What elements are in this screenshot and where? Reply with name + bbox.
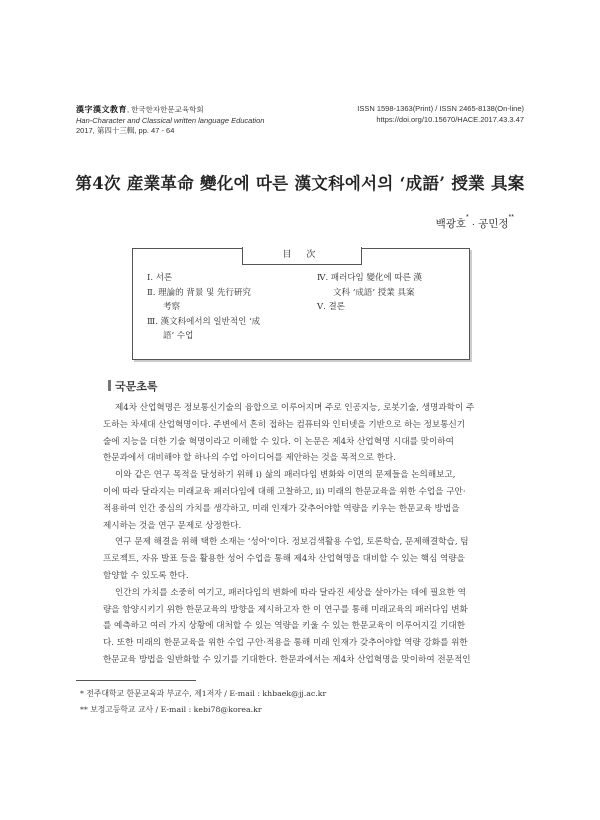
toc-left-column bbox=[147, 271, 297, 344]
table-of-contents bbox=[132, 248, 470, 360]
journal-english-name: Han-Character and Classical written language Education bbox=[76, 115, 265, 125]
page-header bbox=[76, 104, 524, 144]
toc-item-5[interactable]: Ⅴ. 결론 bbox=[317, 302, 345, 312]
toc-item-3-cont[interactable]: 語’ 수업 bbox=[163, 331, 194, 341]
author-2-mark: ** bbox=[508, 214, 514, 221]
toc-item-4[interactable]: Ⅳ. 패러다임 變化에 따른 漢 bbox=[317, 273, 422, 283]
footnote-2: ** 보정고등학교 교사 / E-mail : kebi78@korea.kr bbox=[80, 705, 262, 714]
body-line: 술에 지능을 더한 기술 혁명이라고 이해할 수 있다. 이 논문은 제4차 산업혁명 시대를 맞이하여 bbox=[103, 436, 454, 447]
journal-volume: 2017, 第四十三輯, pp. 47 - 64 bbox=[76, 126, 175, 135]
issn: ISSN 1598-1363(Print) / ISSN 2465-8138(On-line) bbox=[357, 104, 524, 113]
author-line bbox=[436, 216, 514, 231]
body-line: 이에 따라 달라지는 미래교육 패러다임에 대해 고찰하고, ⅱ) 미래의 한문교육을 위한 수업을 구안· bbox=[103, 486, 466, 497]
author-2: 공민정 bbox=[478, 218, 509, 230]
footnote-divider bbox=[76, 680, 196, 681]
footnote-1: * 전주대학교 한문교육과 부교수, 제1저자 / E-mail : khbaek@jj.ac.kr bbox=[80, 689, 327, 698]
body-line: 제4차 산업혁명은 정보통신기술의 융합으로 이루어지며 주로 인공지능, 로봇기술, 생명과학이 주 bbox=[115, 403, 475, 413]
journal-info: 漢字漢文教育, 한국한자한문교육학회 Han-Character and Classical written language Education 2017, 第四十三輯, pp. 47 - 64 bbox=[76, 104, 265, 135]
author-separator: · bbox=[468, 218, 479, 230]
paper-title: 第4次 産業革命 變化에 따른 漢文科에서의 ‘成語’ 授業 具案 bbox=[75, 174, 525, 193]
body-line: 적용하여 인간 중심의 가치를 생각하고, 미래 인재가 갖추어야할 역량을 키우는 한문교육 방법을 bbox=[103, 503, 460, 514]
body-line: 프로젝트, 자유 발표 등을 활용한 성어 수업을 통해 제4차 산업혁명을 대비할 수 있는 핵심 역량을 bbox=[103, 554, 465, 565]
body-line: 제시하는 것을 연구 문제로 상정한다. bbox=[103, 520, 242, 531]
body-line: 를 예측하고 여러 가지 상황에 대처할 수 있는 역량을 키울 수 있는 한문교육이 이루어지길 기대한 bbox=[103, 621, 466, 632]
body-line: 인간의 가치를 소중히 여기고, 패러다임의 변화에 따라 달라진 세상을 살아가는 데에 필요한 역 bbox=[115, 587, 466, 598]
abstract-heading bbox=[108, 378, 158, 394]
author-1-mark: * bbox=[466, 214, 469, 221]
body-line: 한문과에서 대비해야 할 하나의 수업 아이디어를 제안하는 것을 목적으로 한다. bbox=[103, 453, 396, 464]
body-line: 량을 함양시키기 위한 한문교육의 방향을 제시하고자 한 이 연구를 통해 미래교육의 패러다임 변화 bbox=[103, 604, 468, 615]
body-line: 함양할 수 있도록 한다. bbox=[103, 570, 189, 581]
toc-right-column bbox=[317, 271, 461, 315]
toc-item-1[interactable]: Ⅰ. 서론 bbox=[147, 273, 173, 283]
toc-item-2-cont[interactable]: 考察 bbox=[163, 302, 181, 312]
body-line: 연구 문제 해결을 위해 택한 소재는 ‘성어’이다. 정보검색활용 수업, 토론학습, 문제해결학습, 팀 bbox=[115, 537, 469, 548]
body-line: 도하는 차세대 산업혁명이다. 주변에서 흔히 접하는 컴퓨터와 인터넷을 기반으로 하는 정보통신기 bbox=[103, 419, 466, 430]
body-line: 다. 또한 미래의 한문교육을 위한 수업 구안·적용을 통해 미래 인재가 갖추어야할 역량 강화를 위한 bbox=[103, 638, 468, 649]
doi-link[interactable]: https://doi.org/10.15670/HACE.2017.43.3.47 bbox=[376, 114, 524, 124]
toc-heading: 目 次 bbox=[242, 247, 362, 265]
body-line: 이와 같은 연구 목적을 달성하기 위해 ⅰ) 삶의 패러다임 변화와 이면의 문제들을 논의해보고, bbox=[115, 470, 456, 481]
footnotes bbox=[80, 686, 326, 718]
author-1: 백광호 bbox=[435, 218, 467, 230]
heading-bar-icon bbox=[108, 380, 111, 391]
body-line: 한문교육 방법을 일반화할 수 있기를 기대한다. 한문과에서는 제4차 산업혁명을 맞이하여 전문적인 bbox=[103, 654, 471, 665]
toc-item-4-cont[interactable]: 文科 ‘成語’ 授業 具案 bbox=[333, 287, 415, 298]
journal-logo: 漢字漢文教育 bbox=[76, 104, 127, 114]
issn-info bbox=[357, 104, 524, 125]
abstract-body bbox=[103, 400, 508, 669]
journal-society: 한국한자한문교육학회 bbox=[131, 105, 204, 114]
toc-item-2[interactable]: Ⅱ. 理論的 背景 및 先行硏究 bbox=[147, 287, 251, 298]
toc-item-3[interactable]: Ⅲ. 漢文科에서의 일반적인 ‘成 bbox=[147, 316, 261, 327]
abstract-heading-text: 국문초록 bbox=[115, 381, 158, 393]
